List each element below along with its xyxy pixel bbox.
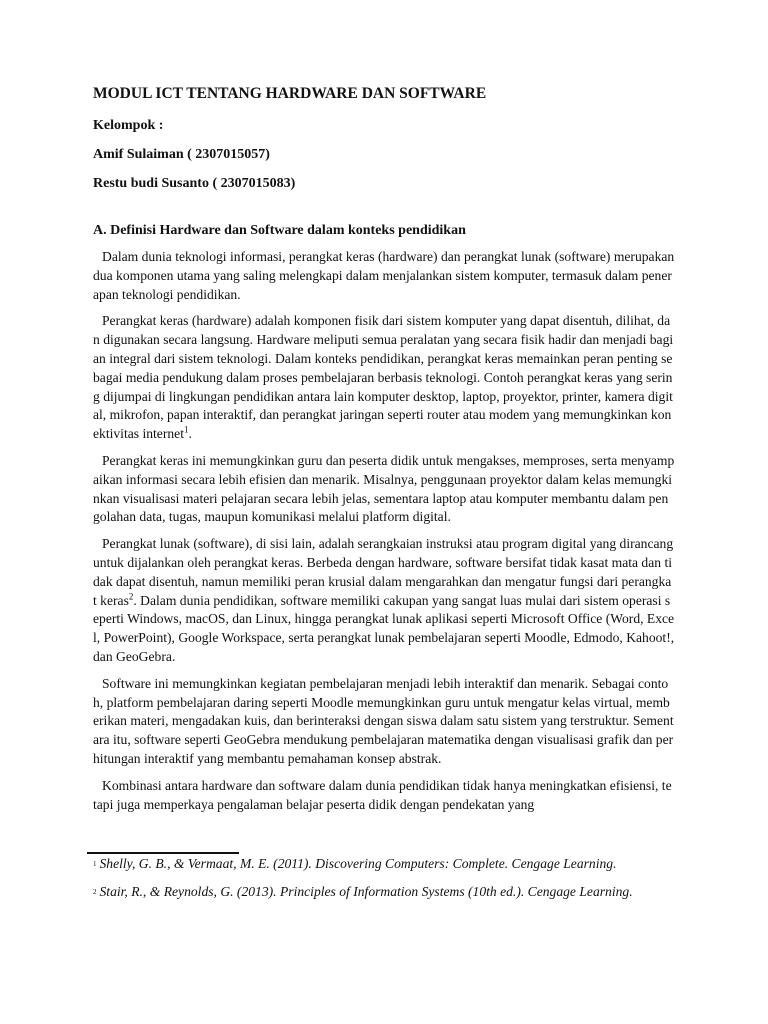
section-body bbox=[93, 248, 675, 822]
footnote-separator bbox=[87, 852, 239, 854]
paragraph bbox=[93, 248, 675, 304]
paragraph-text-end: . Dalam dunia pendidikan, software memiliki cakupan yang sangat luas mulai dari sistem operasi seperti Windows, macOS, dan Linux, hingga perangkat lunak aplikasi seperti Microsoft Office (Word, Excel, PowerPoint), Google Workspace, serta perangkat lunak pembelajaran seperti Moodle, Edmodo, Kahoot!, dan GeoGebra. bbox=[93, 592, 675, 664]
member-name: Amif Sulaiman ( 2307015057) bbox=[93, 147, 270, 162]
footnote-ref[interactable]: 1 bbox=[183, 424, 189, 435]
footnote-text: Shelly, G. B., & Vermaat, M. E. (2011). Discovering Computers: Complete. Cengage Learning. bbox=[99, 856, 617, 871]
footnote bbox=[93, 883, 675, 901]
paragraph-text: Perangkat keras (hardware) adalah komponen fisik dari sistem komputer yang dapat disentuh, dilihat, dan digunakan secara langsung. Hardware meliputi semua peralatan yang secara fisik hadir dan menjadi bagian integral dari sistem teknologi. Dalam konteks pendidikan, perangkat keras memainkan peran penting sebagai media pendukung dalam proses pembelajaran berbasis teknologi. Contoh perangkat keras yang sering dijumpai di lingkungan pendidikan antara lain komputer desktop, laptop, proyektor, printer, kamera digital, mikrofon, papan interaktif, dan perangkat jaringan seperti router atau modem yang memungkinkan konektivitas internet bbox=[93, 313, 674, 442]
footnote-ref[interactable]: 2 bbox=[128, 591, 134, 602]
paragraph-text-end: . bbox=[188, 426, 192, 442]
footnotes bbox=[93, 855, 675, 911]
paragraph-text: Kombinasi antara hardware dan software dalam dunia pendidikan tidak hanya meningkatkan efisiensi, tetapi juga memperkaya pengalaman belajar peserta didik dengan pendekatan yang bbox=[93, 777, 672, 812]
paragraph-text: Perangkat lunak (software), di sisi lain, adalah serangkaian instruksi atau program digital yang dirancang untuk dijalankan oleh perangkat keras. Berbeda dengan hardware, software bersifat tidak kasat mata dan tidak dapat disentuh, namun memiliki peran krusial dalam mengarahkan dan mengatur fungsi dari perangkat keras bbox=[93, 536, 674, 608]
document-title: MODUL ICT TENTANG HARDWARE DAN SOFTWARE bbox=[93, 85, 487, 102]
paragraph-text: Perangkat keras ini memungkinkan guru dan peserta didik untuk mengakses, memproses, serta menyampaikan informasi secara lebih efisien dan menarik. Misalnya, penggunaan proyektor dalam kelas memungkinkan visualisasi materi pelajaran secara lebih jelas, sementara laptop atau komputer membantu dalam pengolahan data, tugas, maupun komunikasi melalui platform digital. bbox=[93, 452, 675, 525]
section-heading: A. Definisi Hardware dan Software dalam konteks pendidikan bbox=[93, 223, 466, 238]
paragraph bbox=[93, 777, 675, 815]
paragraph bbox=[93, 312, 675, 444]
paragraph bbox=[93, 452, 675, 527]
group-label: Kelompok : bbox=[93, 118, 164, 133]
paragraph-text: Software ini memungkinkan kegiatan pembelajaran menjadi lebih interaktif dan menarik. Sebagai contoh, platform pembelajaran daring seperti Moodle memungkinkan guru untuk mengatur kelas virtual, memberikan materi, mengadakan kuis, dan berinteraksi dengan siswa dalam satu sistem yang terstruktur. Sementara itu, software seperti GeoGebra mendukung pembelajaran matematika dengan visualisasi grafik dan perhitungan interaktif yang membantu pemahaman konsep abstrak. bbox=[93, 675, 674, 766]
paragraph bbox=[93, 675, 675, 769]
footnote bbox=[93, 855, 675, 873]
footnote-number: 2 bbox=[93, 888, 97, 896]
member-name: Restu budi Susanto ( 2307015083) bbox=[93, 176, 296, 191]
spacer bbox=[93, 204, 675, 222]
footnote-number: 1 bbox=[93, 860, 97, 868]
paragraph bbox=[93, 535, 675, 667]
paragraph-text: Dalam dunia teknologi informasi, perangkat keras (hardware) dan perangkat lunak (software) merupakan dua komponen utama yang saling melengkapi dalam menjalankan sistem komputer, termasuk dalam penerapan teknologi pendidikan. bbox=[93, 249, 675, 302]
document-page bbox=[93, 84, 675, 822]
footnote-text: Stair, R., & Reynolds, G. (2013). Principles of Information Systems (10th ed.). Cengage Learning. bbox=[99, 884, 633, 899]
